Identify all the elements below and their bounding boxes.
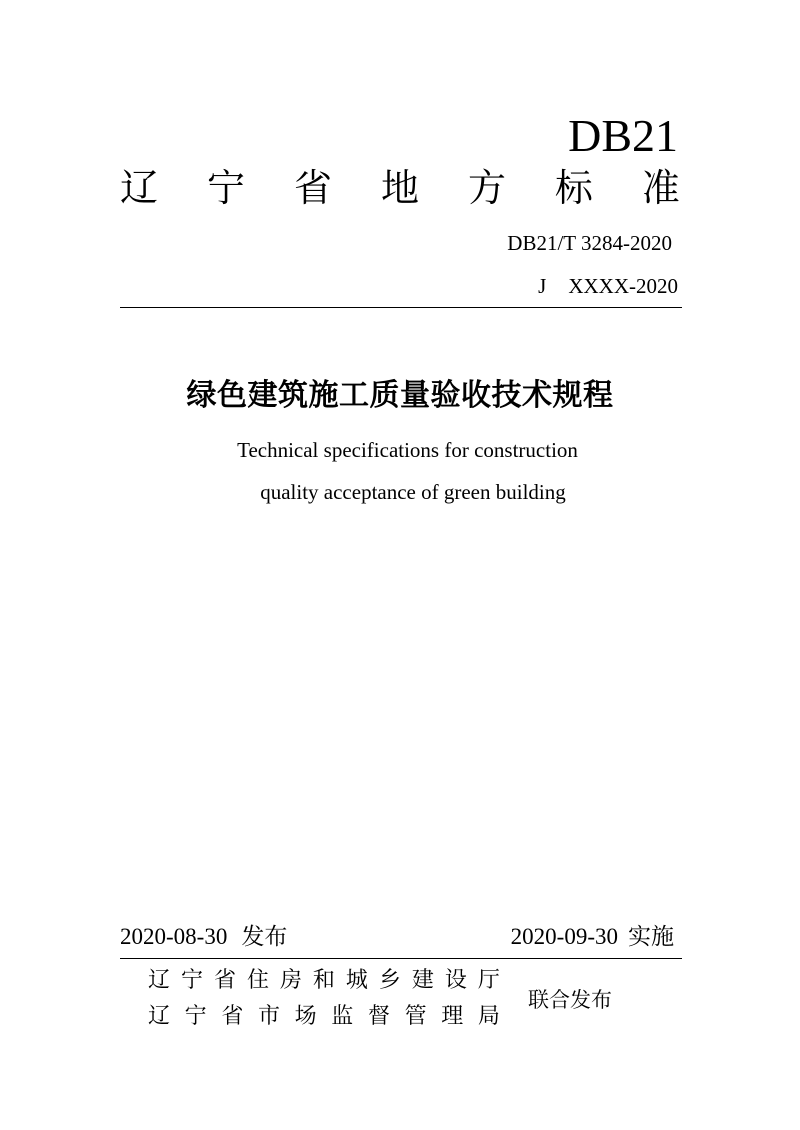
implement-label: 实施: [628, 924, 674, 950]
authority-char: 宁: [180, 968, 203, 993]
authority-char: 住: [246, 968, 269, 993]
j-prefix: J: [538, 274, 547, 298]
j-record-number: [538, 272, 678, 300]
authority-char: 乡: [378, 968, 401, 993]
authority-char: 督: [367, 1004, 390, 1029]
authority-char: 辽: [148, 968, 171, 993]
authority-char: 市: [257, 1004, 280, 1029]
authority-char: 和: [312, 968, 335, 993]
authority-char: 局: [477, 1004, 500, 1029]
authority-char: 城: [345, 968, 368, 993]
publish-date: 2020-08-30: [120, 924, 228, 949]
authority-char: 设: [444, 968, 467, 993]
authority-char: 场: [294, 1004, 317, 1029]
standard-type-char: 辽: [120, 166, 159, 210]
footer-divider: [120, 958, 682, 959]
standard-type-heading: [120, 163, 680, 213]
publish-date-line: [120, 922, 287, 952]
authority-char: 建: [411, 968, 434, 993]
standard-type-char: 省: [293, 166, 332, 210]
authority-char: 厅: [477, 968, 500, 993]
standard-type-char: 地: [380, 166, 419, 210]
document-title-chinese: 绿色建筑施工质量验收技术规程: [186, 378, 614, 413]
issuing-authority-2: [148, 1002, 500, 1032]
implement-date-line: [511, 922, 674, 952]
document-title-english-line1: Technical specifications for construction: [237, 438, 578, 462]
standard-type-char: 宁: [206, 166, 245, 210]
joint-issue-label: 联合发布: [528, 988, 612, 1012]
standard-code: DB21: [568, 110, 678, 161]
implement-date: 2020-09-30: [510, 924, 618, 949]
authority-char: 管: [404, 1004, 427, 1029]
publish-label: 发布: [241, 924, 288, 950]
authority-char: 监: [331, 1004, 354, 1029]
header-divider: [120, 307, 682, 308]
authority-char: 宁: [184, 1004, 207, 1029]
j-number-value: XXXX-2020: [568, 274, 678, 298]
authority-char: 辽: [148, 1004, 171, 1029]
standard-number: DB21/T 3284-2020: [507, 231, 672, 255]
authority-char: 房: [279, 968, 302, 993]
standard-type-char: 准: [641, 166, 680, 210]
authority-char: 省: [221, 1004, 244, 1029]
standard-type-char: 标: [554, 166, 593, 210]
standard-type-char: 方: [467, 166, 506, 210]
issuing-authority-1: [148, 966, 500, 996]
authority-char: 理: [441, 1004, 464, 1029]
document-title-english-line2: quality acceptance of green building: [260, 480, 566, 504]
authority-char: 省: [213, 968, 236, 993]
